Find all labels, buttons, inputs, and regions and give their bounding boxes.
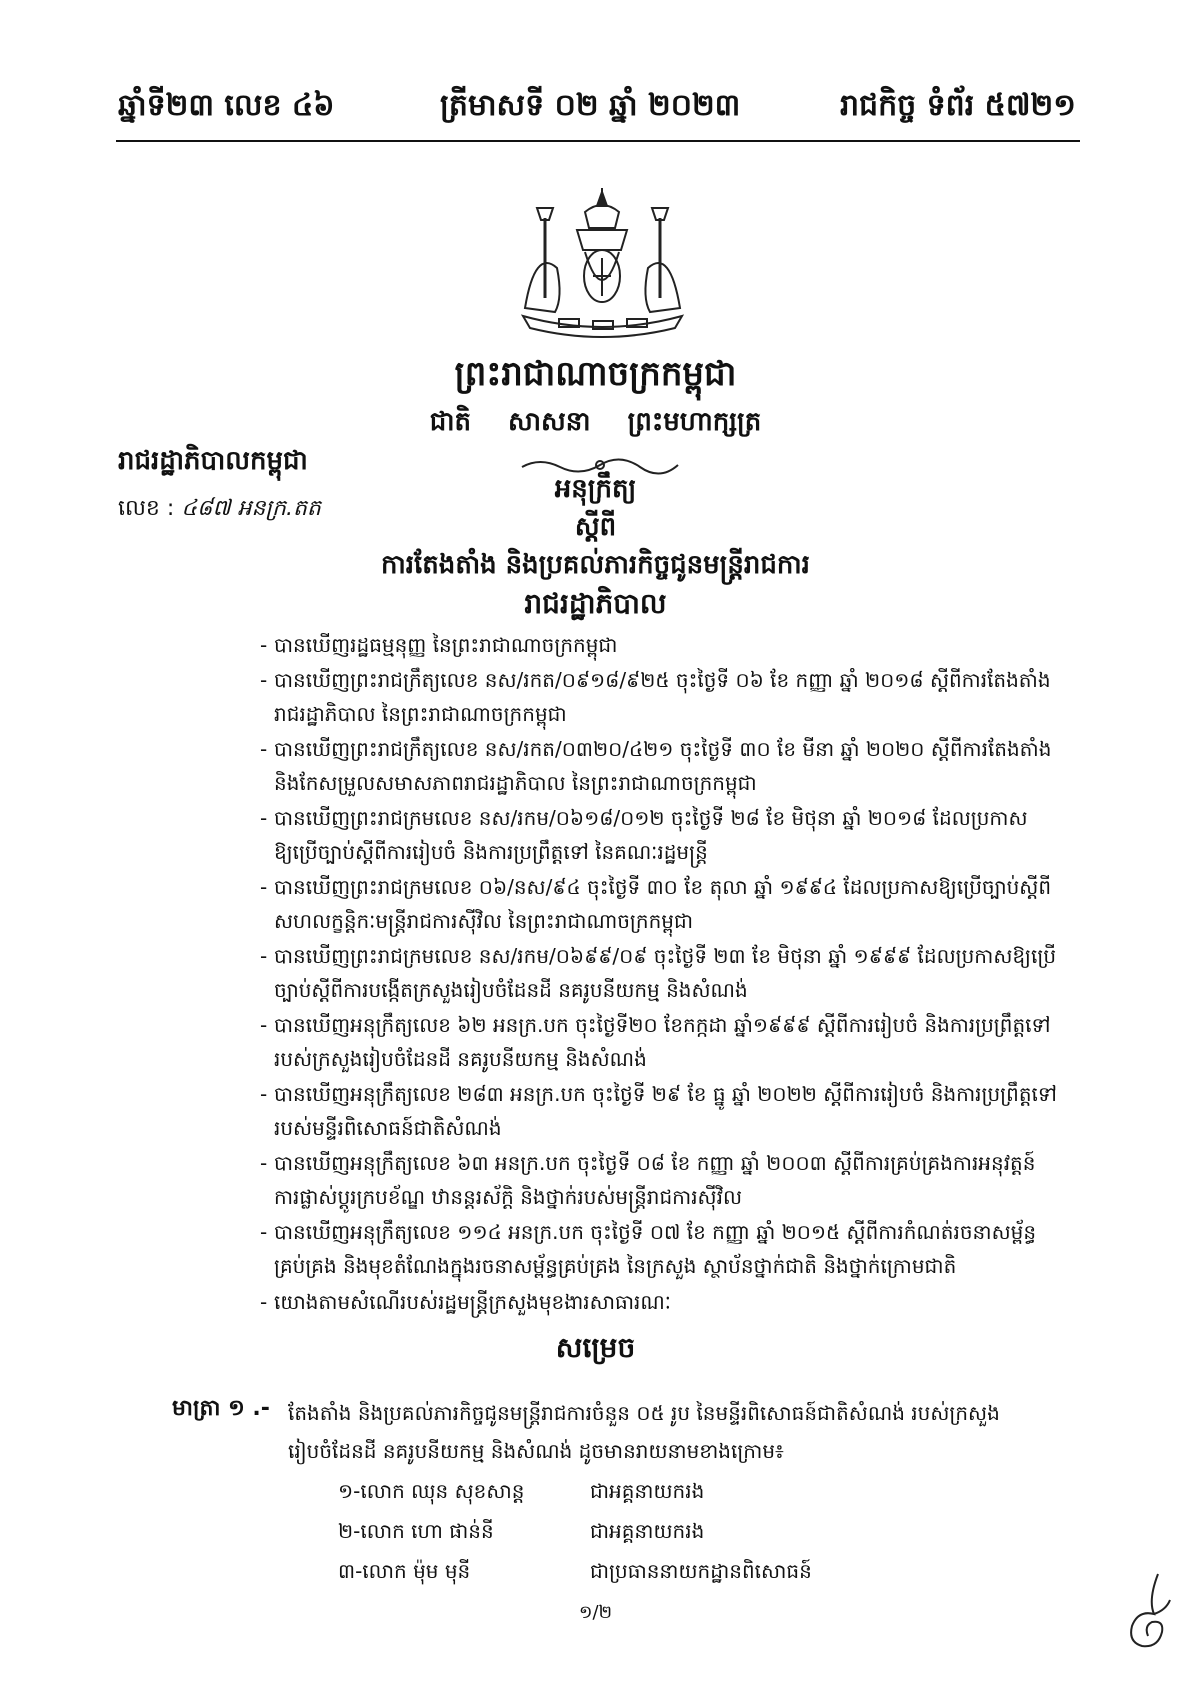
reference-item: - យោងតាមសំណើរបស់រដ្ឋមន្ត្រីក្រសួងមុខងារសាធារណៈ [260,1290,671,1314]
article-line: តែងតាំង និងប្រគល់ភារកិច្ចជូនមន្ត្រីរាជការចំនួន ០៥ រូប នៃមន្ទីរពិសោធន៍ជាតិសំណង់ របស់ក្រសួង [288,1401,1000,1425]
issuing-government: រាជរដ្ឋាភិបាលកម្ពុជា [118,446,308,476]
article-line: រៀបចំដែនដី នគរូបនីយកម្ម និងសំណង់ ដូចមានរាយនាមខាងក្រោម៖ [288,1439,784,1463]
document-authority: រាជរដ្ឋាភិបាល [524,587,667,620]
document-number-label: លេខ : [118,496,175,521]
reference-item: - បានឃើញព្រះរាជក្រឹត្យលេខ នស/រកត/០៣២០/៤២១ ចុះថ្ងៃទី ៣០ ខែ មីនា ឆ្នាំ ២០២០ ស្តីពីការតែងតាំង និងកែសម្រួលសមាសភាពរាជរដ្ឋាភិបាល នៃព្រះរាជាណាចក្រកម្ពុជា [260,737,1052,795]
reference-item: - បានឃើញរដ្ឋធម្មនុញ្ញ នៃព្រះរាជាណាចក្រកម្ពុជា [260,633,618,657]
reference-item: - បានឃើញព្រះរាជក្រមលេខ ០៦/នស/៩៤ ចុះថ្ងៃទី ៣០ ខែ តុលា ឆ្នាំ ១៩៩៤ ដែលប្រកាសឱ្យប្រើច្បាប់ស្តីពី សហលក្ខន្តិកៈមន្ត្រីរាជការស៊ីវិល នៃព្រះរាជាណាចក្រកម្ពុជា [260,875,1052,933]
national-motto: ជាតិ សាសនា ព្រះមហាក្សត្រ [429,407,762,437]
reference-item: - បានឃើញអនុក្រឹត្យលេខ ៦២ អនក្រ.បក ចុះថ្ងៃទី២០ ខែកក្កដា ឆ្នាំ១៩៩៩ ស្តីពីការរៀបចំ និងការប្រព្រឹត្តទៅ របស់ក្រសួងរៀបចំដែនដី នគរូបនីយកម្ម និងសំណង់ [260,1013,1051,1071]
page-number: ១/២ [578,1602,613,1623]
person-name: ២-លោក ហោ ផាន់នី [338,1519,494,1543]
reference-item: - បានឃើញព្រះរាជក្រឹត្យលេខ នស/រកត/០៩១៨/៩២៥ ចុះថ្ងៃទី ០៦ ខែ កញ្ញា ឆ្នាំ ២០១៨ ស្តីពីការតែងតាំង រាជរដ្ឋាភិបាល នៃព្រះរាជាណាចក្រកម្ពុជា [260,668,1051,726]
initials-signature-icon [1118,1570,1178,1654]
reference-item: - បានឃើញអនុក្រឹត្យលេខ ១១៤ អនក្រ.បក ចុះថ្ងៃទី ០៧ ខែ កញ្ញា ឆ្នាំ ២០១៥ ស្តីពីការកំណត់រចនាសម្ព័ន្ធ គ្រប់គ្រង និងមុខតំណែងក្នុងរចនាសម្ព័ន្ធគ្រប់គ្រង នៃក្រសួង ស្ថាប័នថ្នាក់ជាតិ និងថ្នាក់ក្រោមជាតិ [260,1220,1037,1278]
article-text [288,1394,1088,1470]
gazette-year-issue: ឆ្នាំទី២៣ លេខ ៤៦ [118,88,335,123]
gazette-quarter: ត្រីមាសទី ០២ ឆ្នាំ ២០២៣ [440,88,741,123]
reference-item: - បានឃើញអនុក្រឹត្យលេខ ២៨៣ អនក្រ.បក ចុះថ្ងៃទី ២៩ ខែ ធ្នូ ឆ្នាំ ២០២២ ស្តីពីការរៀបចំ និងការប្រព្រឹត្តទៅ របស់មន្ទីរពិសោធន៍ជាតិសំណង់ [260,1082,1057,1140]
reference-item: - បានឃើញព្រះរាជក្រមលេខ នស/រកម/០៦១៨/០១២ ចុះថ្ងៃទី ២៨ ខែ មិថុនា ឆ្នាំ ២០១៨ ដែលប្រកាស ឱ្យប្រើច្បាប់ស្តីពីការរៀបចំ និងការប្រព្រឹត្តទៅ នៃគណៈរដ្ឋមន្ត្រី [260,806,1028,864]
kingdom-name: ព្រះរាជាណាចក្រកម្ពុជា [454,354,737,394]
royal-coat-of-arms-icon [515,188,690,338]
document-type: អនុក្រឹត្យ [554,474,637,504]
person-name: ៣-លោក ម៉ុម មុនី [338,1559,471,1583]
document-number-value: ៤៨៧ អនក្រ.តត [181,496,321,521]
gazette-page: រាជកិច្ច ទំព័រ ៥៧២១ [840,88,1076,123]
reference-item: - បានឃើញអនុក្រឹត្យលេខ ៦៣ អនក្រ.បក ចុះថ្ងៃទី ០៨ ខែ កញ្ញា ឆ្នាំ ២០០៣ ស្តីពីការគ្រប់គ្រងការអនុវត្តន៍ ការផ្លាស់ប្តូរក្របខ័ណ្ឌ ឋានន្តរស័ក្តិ និងថ្នាក់របស់មន្ត្រីរាជការស៊ីវិល [260,1151,1036,1209]
header-rule [116,140,1080,142]
person-position: ជាប្រធាននាយកដ្ឋានពិសោធន៍ [590,1559,812,1583]
person-name: ១-លោក ឈុន សុខសាន្ត [338,1479,525,1503]
person-position: ជាអគ្គនាយករង [590,1519,705,1543]
reference-item: - បានឃើញព្រះរាជក្រមលេខ នស/រកម/០៦៩៩/០៩ ចុះថ្ងៃទី ២៣ ខែ មិថុនា ឆ្នាំ ១៩៩៩ ដែលប្រកាសឱ្យប្រើ ច្បាប់ស្តីពីការបង្កើតក្រសួងរៀបចំដែនដី នគរូបនីយកម្ម និងសំណង់ [260,944,1057,1002]
article-label: មាត្រា ១ .- [172,1396,270,1421]
document-about: ស្តីពី [574,512,617,542]
decision-heading: សម្រេច [555,1331,636,1364]
document-subject: ការតែងតាំង និងប្រគល់ភារកិច្ចជូនមន្ត្រីរាជការ [381,550,810,580]
person-position: ជាអគ្គនាយករង [590,1479,705,1503]
